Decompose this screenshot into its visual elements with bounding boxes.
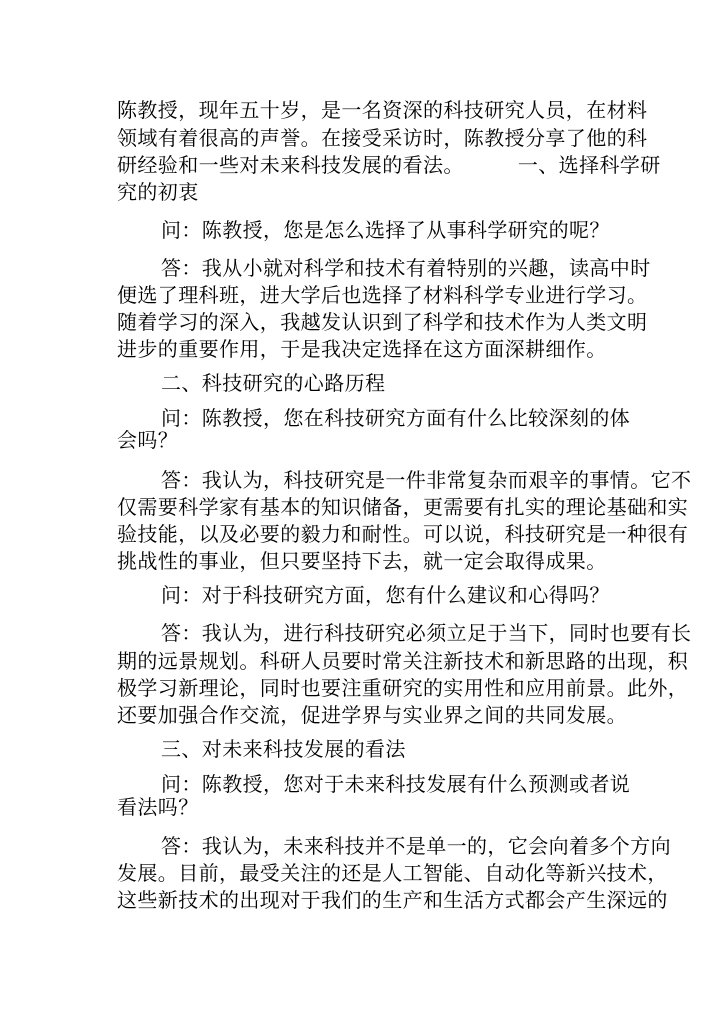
text-line: 便选了理科班，进大学后也选择了材料科学专业进行学习。	[117, 283, 648, 307]
text-line: 验技能，以及必要的毅力和耐性。可以说，科技研究是一种很有	[117, 522, 689, 546]
text-line: 问：对于科技研究方面，您有什么建议和心得吗？	[161, 583, 610, 607]
text-line: 领域有着很高的声誉。在接受采访时，陈教授分享了他的科	[117, 126, 648, 150]
text-line: 答：我认为，科技研究是一件非常复杂而艰辛的事情。它不	[161, 468, 692, 492]
text-line: 答：我认为，进行科技研究必须立足于当下，同时也要有长	[161, 621, 692, 645]
text-line: 发展。目前，最受关注的还是人工智能、自动化等新兴技术，	[117, 861, 668, 885]
text-line: 仅需要科学家有基本的知识储备，更需要有扎实的理论基础和实	[117, 495, 689, 519]
text-line: 进步的重要作用，于是我决定选择在这方面深耕细作。	[117, 337, 607, 361]
text-line: 陈教授，现年五十岁，是一名资深的科技研究人员，在材料	[117, 98, 648, 122]
text-line: 答：我从小就对科学和技术有着特别的兴趣，读高中时	[161, 256, 651, 280]
text-line: 随着学习的深入，我越发认识到了科学和技术作为人类文明	[117, 310, 648, 334]
text-line: 看法吗？	[117, 795, 199, 819]
text-line: 还要加强合作交流，促进学界与实业界之间的共同发展。	[117, 703, 627, 727]
text-line: 期的远景规划。科研人员要时常关注新技术和新思路的出现，积	[117, 649, 689, 673]
section-heading: 三、对未来科技发展的看法	[161, 737, 406, 761]
text-line: 极学习新理论，同时也要注重研究的实用性和应用前景。此外，	[117, 676, 689, 700]
text-line: 究的初衷	[117, 180, 199, 204]
text-line: 这些新技术的出现对于我们的生产和生活方式都会产生深远的	[117, 888, 668, 912]
text-line: 答：我认为，未来科技并不是单一的，它会向着多个方向	[161, 834, 671, 858]
text-line: 会吗？	[117, 428, 179, 452]
text-line: 挑战性的事业，但只要坚持下去，就一定会取得成果。	[117, 549, 607, 573]
text-line: 问：陈教授，您在科技研究方面有什么比较深刻的体	[161, 406, 631, 430]
text-line: 问：陈教授，您是怎么选择了从事科学研究的呢？	[161, 218, 610, 242]
text-line: 问：陈教授，您对于未来科技发展有什么预测或者说	[161, 772, 631, 796]
text-line: 研经验和一些对未来科技发展的看法。 一、选择科学研	[117, 153, 661, 177]
section-heading: 二、科技研究的心路历程	[161, 371, 386, 395]
